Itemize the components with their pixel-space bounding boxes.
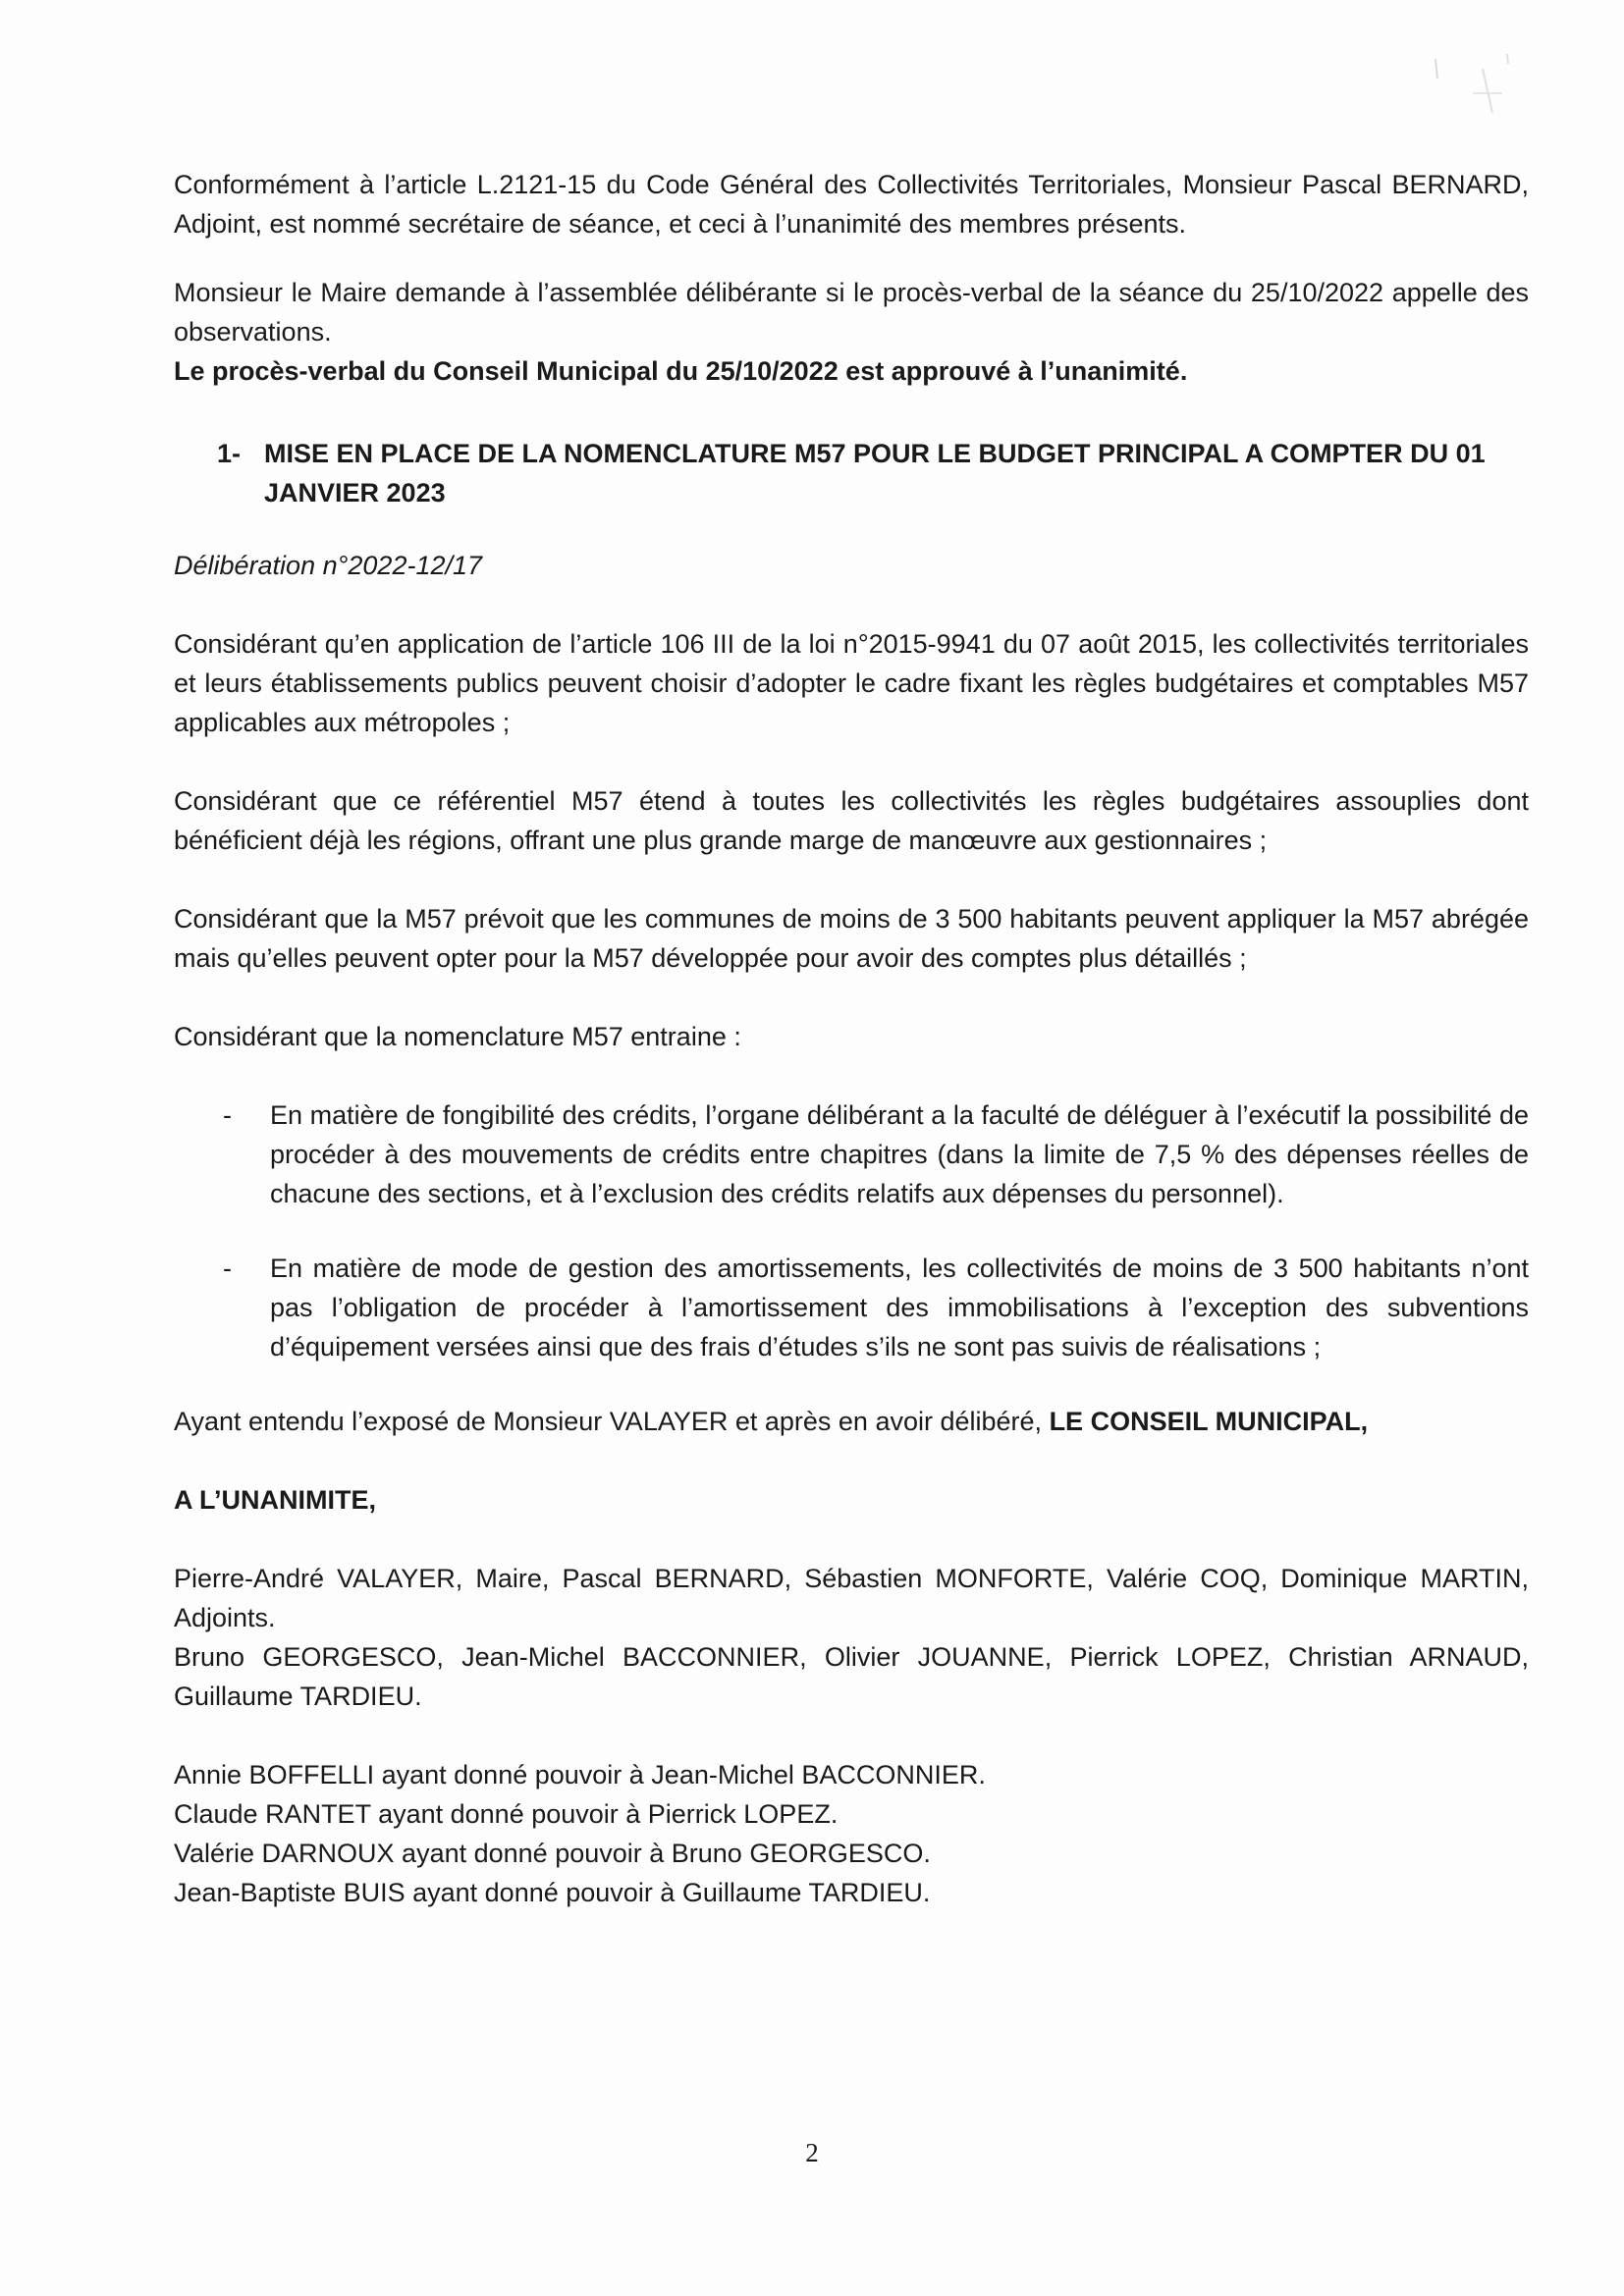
proxy-line: Valérie DARNOUX ayant donné pouvoir à Bruno GEORGESCO.: [174, 1839, 931, 1868]
list-item: [174, 1095, 1529, 1213]
deliberation-number: Délibération n°2022-12/17: [174, 551, 483, 580]
pv-question-paragraph: Monsieur le Maire demande à l’assemblée délibérante si le procès-verbal de la séance du 25/10/2022 appelle des observations.: [174, 278, 1529, 347]
unanimity-label: A L’UNANIMITE,: [174, 1485, 376, 1515]
pv-approved-paragraph: Le procès-verbal du Conseil Municipal du 25/10/2022 est approuvé à l’unanimité.: [174, 356, 1188, 386]
proxies-list: [174, 1755, 1529, 1912]
bullet-dash: -: [223, 1254, 232, 1283]
list-item: [174, 1249, 1529, 1366]
considerant-paragraph: Considérant que ce référentiel M57 étend à toutes les collectivités les règles budgétaires assouplies dont bénéficient déjà les régions, offrant une plus grande marge de manœuvre aux gestionnaires ;: [174, 786, 1529, 855]
vote-lead: Ayant entendu l’exposé de Monsieur VALAYER et après en avoir délibéré,: [174, 1407, 1043, 1436]
scan-artifact-mark: [1414, 39, 1542, 128]
section-title: MISE EN PLACE DE LA NOMENCLATURE M57 POUR LE BUDGET PRINCIPAL A COMPTER DU 01 JANVIER 2023: [264, 439, 1486, 507]
secretary-paragraph: Conformément à l’article L.2121-15 du Code Général des Collectivités Territoriales, Monsieur Pascal BERNARD, Adjoint, est nommé secrétaire de séance, et ceci à l’unanimité des membres présents.: [174, 170, 1529, 239]
bullet-text: En matière de fongibilité des crédits, l’organe délibérant a la faculté de déléguer à l’exécutif la possibilité de procéder à des mouvements de crédits entre chapitres (dans la limite de 7,5 % des dépenses réelles de chacune des sections, et à l’exclusion des crédits relatifs aux dépenses du personnel).: [270, 1100, 1529, 1208]
considerant-paragraph: Considérant que la nomenclature M57 entraine :: [174, 1022, 741, 1051]
considerant-paragraph: Considérant qu’en application de l’article 106 III de la loi n°2015-9941 du 07 août 2015, les collectivités territoriales et leurs établissements publics peuvent choisir d’adopter le cadre fixant les règles budgétaires et comptables M57 applicables aux métropoles ;: [174, 629, 1529, 737]
proxy-line: Claude RANTET ayant donné pouvoir à Pierrick LOPEZ.: [174, 1799, 839, 1829]
council-label: LE CONSEIL MUNICIPAL,: [1049, 1407, 1369, 1436]
considerant-paragraph: Considérant que la M57 prévoit que les communes de moins de 3 500 habitants peuvent appliquer la M57 abrégée mais qu’elles peuvent opter pour la M57 développée pour avoir des comptes plus détaillés ;: [174, 904, 1529, 973]
proxy-line: Jean-Baptiste BUIS ayant donné pouvoir à Guillaume TARDIEU.: [174, 1878, 931, 1907]
members-list: [174, 1559, 1529, 1716]
document-body: [174, 165, 1529, 1912]
members-conseillers: Bruno GEORGESCO, Jean-Michel BACCONNIER, Olivier JOUANNE, Pierrick LOPEZ, Christian ARNAUD, Guillaume TARDIEU.: [174, 1642, 1529, 1711]
proxy-line: Annie BOFFELLI ayant donné pouvoir à Jean-Michel BACCONNIER.: [174, 1760, 986, 1789]
vote-statement: [174, 1402, 1529, 1441]
bullet-text: En matière de mode de gestion des amortissements, les collectivités de moins de 3 500 habitants n’ont pas l’obligation de procéder à l’amortissement des immobilisations à l’exception des subventions d’équipement versées ainsi que des frais d’études s’ils ne sont pas suivis de réalisations ;: [270, 1254, 1529, 1362]
consequences-list: [174, 1095, 1529, 1366]
bullet-dash: -: [223, 1100, 232, 1130]
page-number: 2: [805, 2138, 819, 2167]
section-number: 1-: [217, 439, 242, 468]
members-adjoints: Pierre-André VALAYER, Maire, Pascal BERNARD, Sébastien MONFORTE, Valérie COQ, Dominique MARTIN, Adjoints.: [174, 1564, 1529, 1632]
section-heading: [217, 434, 1529, 512]
